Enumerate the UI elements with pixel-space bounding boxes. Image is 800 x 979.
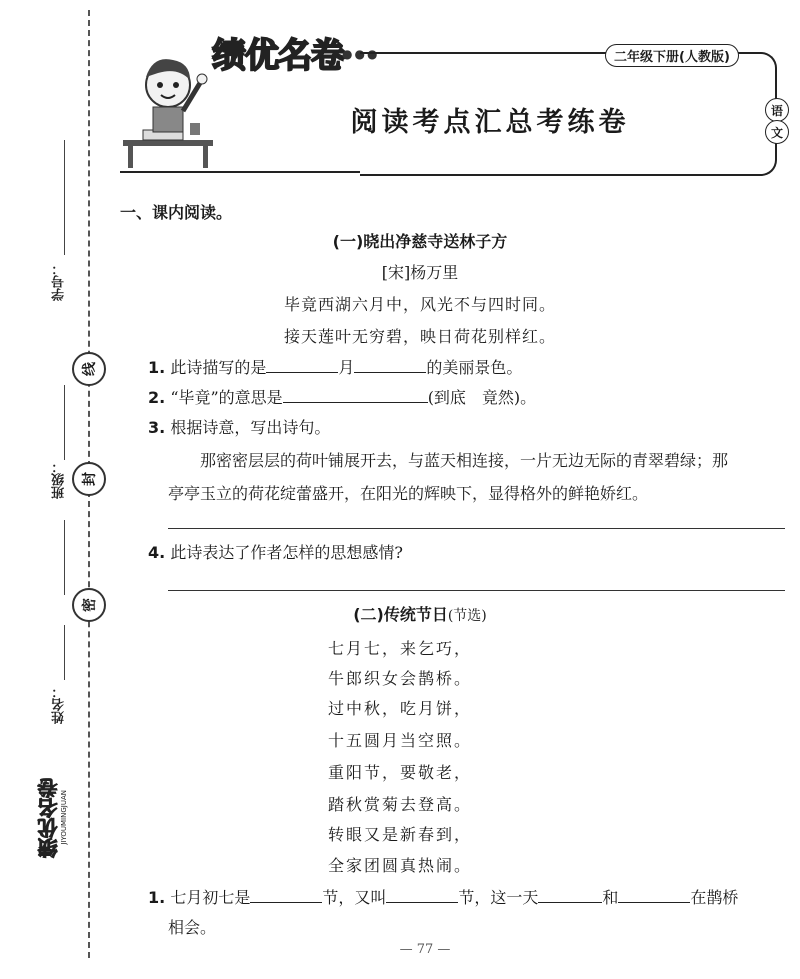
brand-dots: ●●● <box>342 47 380 61</box>
question-3: 3. 根据诗意，写出诗句。 <box>148 418 331 437</box>
passage2-title: (二)传统节日(节选) <box>353 605 487 624</box>
poem1-line: 接天莲叶无穷碧，映日荷花别样红。 <box>283 327 556 346</box>
q3-paragraph-line: 那密密层层的荷叶铺展开去，与蓝天相连接，一片无边无际的青翠碧绿；那 <box>200 451 729 470</box>
subject-badge-2: 文 <box>765 120 789 144</box>
header-frame-bottom <box>120 171 360 173</box>
student-id-field[interactable] <box>64 140 65 255</box>
answer-blank[interactable] <box>250 888 322 903</box>
answer-blank[interactable] <box>618 888 690 903</box>
poem2-line: 踏秋赏菊去登高。 <box>327 795 472 814</box>
question-4: 4. 此诗表达了作者怎样的思想感情? <box>148 543 403 562</box>
poem2-line: 过中秋，吃月饼， <box>327 699 472 718</box>
q3-paragraph-line: 亭亭玉立的荷花绽蕾盛开，在阳光的辉映下，显得格外的鲜艳娇红。 <box>168 484 649 503</box>
question-2: 2. “毕竟”的意思是 (到底 竟然)。 <box>148 388 537 407</box>
passage1-title: (一)晓出净慈寺送林子方 <box>332 232 508 251</box>
answer-blank[interactable] <box>354 358 426 373</box>
subject-badge-1: 语 <box>765 98 789 122</box>
passage1-author: [宋]杨万里 <box>381 263 459 282</box>
page-number: — 77 — <box>399 942 451 957</box>
brand-vertical-logo: 绩优名卷 <box>37 778 61 858</box>
question-festival-1: 1. 七月初七是 节，又叫 节，这一天 和 在鹊桥 <box>148 888 739 907</box>
page-title: 阅读考点汇总考练卷 <box>350 107 630 138</box>
poem2-line: 牛郎织女会鹊桥。 <box>327 669 472 688</box>
grade-badge: 二年级下册(人教版) <box>605 44 739 67</box>
poem2-line: 重阳节，要敬老， <box>327 763 472 782</box>
section-heading: 一、课内阅读。 <box>120 203 233 222</box>
answer-blank[interactable] <box>266 358 338 373</box>
class-label: 班级： <box>52 460 67 499</box>
answer-blank[interactable] <box>283 388 428 403</box>
name-field[interactable] <box>64 625 65 680</box>
student-id-label: 学号： <box>52 262 67 301</box>
brand-pinyin: JIYOUMINGJUAN <box>60 790 68 845</box>
answer-blank[interactable] <box>386 888 458 903</box>
poem2-line: 全家团圆真热闹。 <box>327 856 472 875</box>
seal-circle-secret: 密 <box>72 588 106 622</box>
question-1: 1. 此诗描写的是 月 的美丽景色。 <box>148 358 523 377</box>
brand-logo: 绩优名卷 <box>212 36 344 76</box>
seal-circle-line: 线 <box>72 352 106 386</box>
line-separator <box>64 385 65 460</box>
answer-blank[interactable] <box>538 888 602 903</box>
poem2-line: 七月七，来乞巧， <box>327 639 472 658</box>
poem1-line: 毕竟西湖六月中，风光不与四时同。 <box>283 295 556 314</box>
poem2-line: 转眼又是新春到， <box>327 825 472 844</box>
class-field[interactable] <box>64 520 65 595</box>
poem2-line: 十五圆月当空照。 <box>327 731 472 750</box>
seal-circle-seal: 封 <box>72 462 106 496</box>
answer-line[interactable] <box>168 590 785 591</box>
student-mascot-icon <box>118 45 218 170</box>
question-festival-1-cont: 相会。 <box>168 918 217 937</box>
name-label: 姓名： <box>52 685 67 724</box>
answer-line[interactable] <box>168 528 785 529</box>
